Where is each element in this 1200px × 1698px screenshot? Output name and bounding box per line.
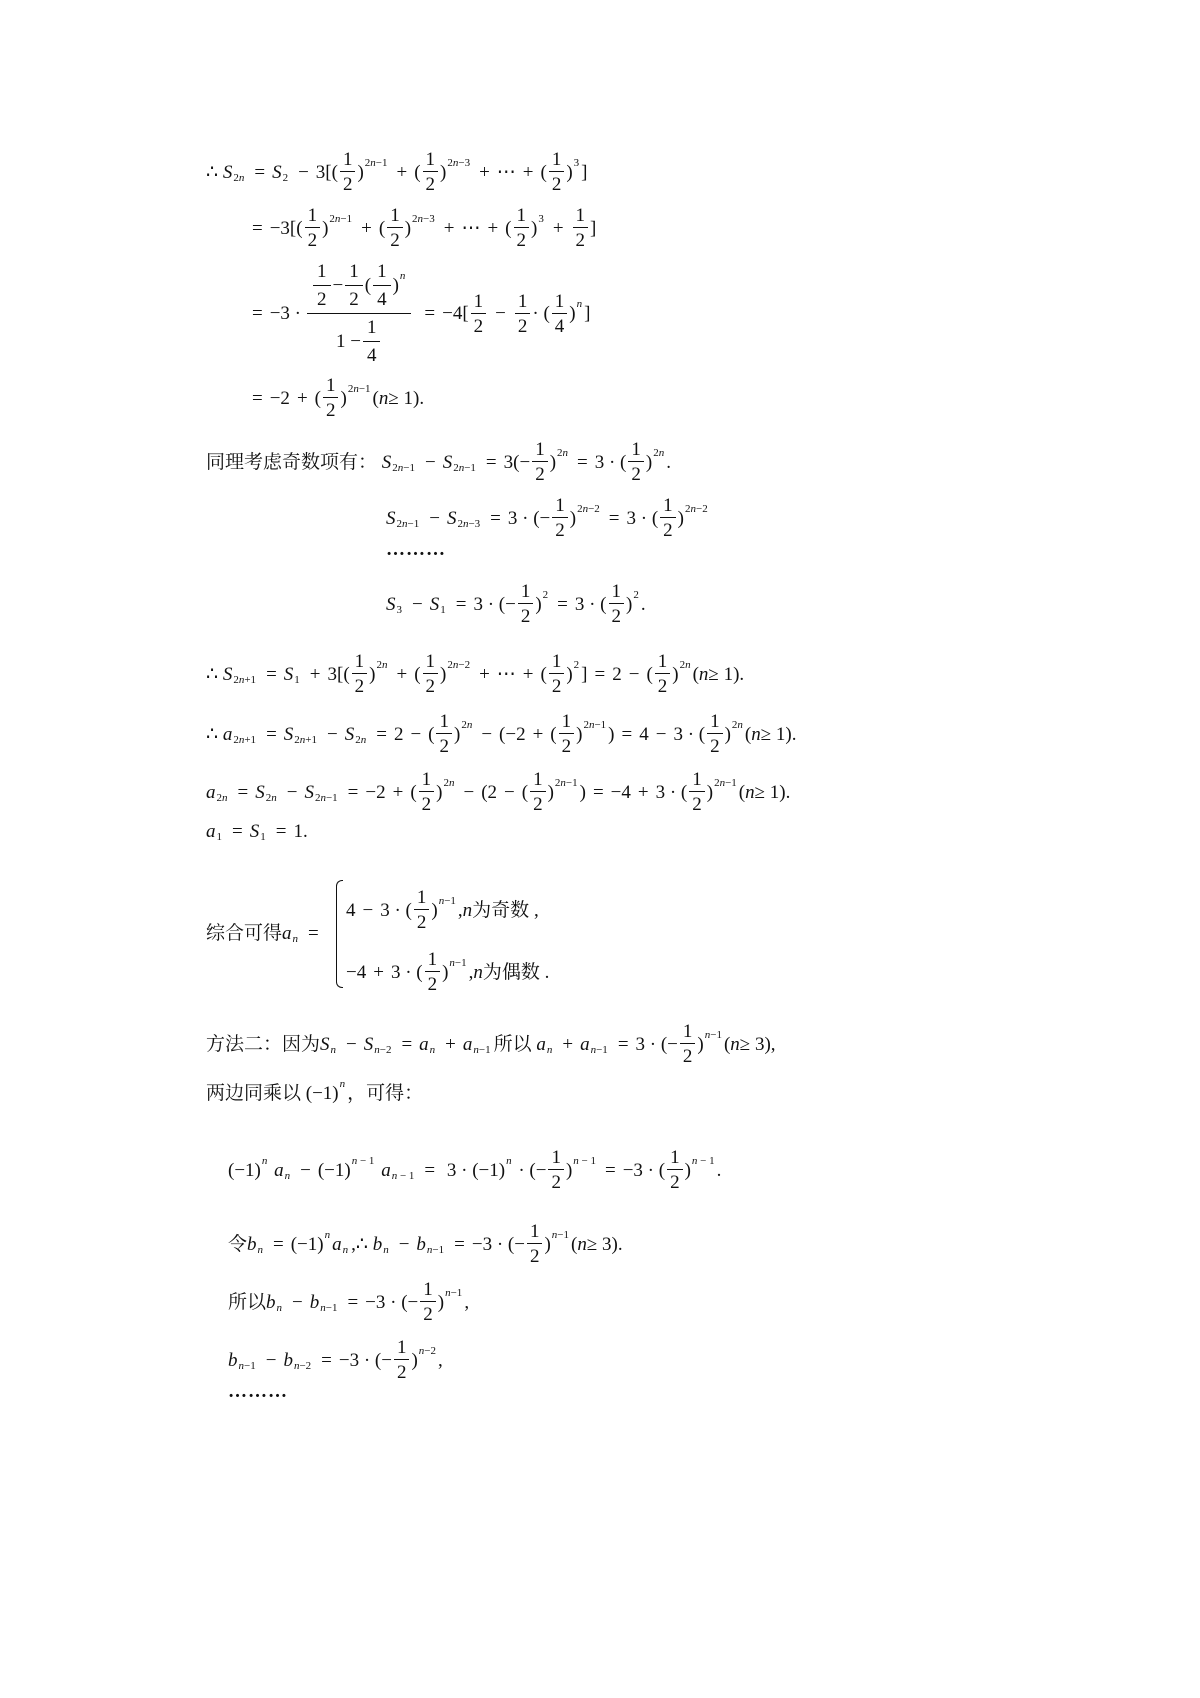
ellipsis-1: ………: [386, 539, 446, 560]
equation-s2n-line2: = −3[( $\frac{1}{2}$ ) 2n−1 + ( $\frac{1}{2}$ ) 2n−3 + ⋯ + ( $\frac{1}{2}$ ) 3 + $\frac{1}{2}$ ]: [252, 205, 597, 251]
equation-odd-line3: S 3 − S 1 = 3 · (− $\frac{1}{2}$ ) 2 = 3 · ( $\frac{1}{2}$ ) 2 .: [386, 581, 646, 627]
equation-multiplied: (−1) n a n − (−1) n − 1 a n − 1 = 3 · (−1) n · (− $\frac{1}{2}$ ) n − 1 = −3 · ( $\frac{1}{2}$ ) n − 1 .: [228, 1147, 722, 1193]
method-two-label: 方法二：因为: [206, 1032, 321, 1055]
therefore-symbol: ∴: [206, 161, 219, 183]
piecewise-brace: [336, 880, 343, 988]
let-label: 令: [228, 1232, 248, 1255]
equation-a1: a 1 = S 1 = 1.: [206, 821, 308, 843]
equation-s2n1: ∴ S 2n+1 = S 1 + 3[( $\frac{1}{2}$ ) 2n + ( $\frac{1}{2}$ ) 2n−2 + ⋯ + ( $\frac{1}{2}$ ) 2 ] = 2 − ( $\frac{1}{2}$ ) 2n ( n ≥ 1).: [206, 651, 745, 697]
equation-odd-line2: S 2n−1 − S 2n−3 = 3 · (− $\frac{1}{2}$ ) 2n−2 = 3 · ( $\frac{1}{2}$ ) 2n−2: [386, 495, 708, 541]
equation-a2n: a 2n = S 2n − S 2n−1 = −2 + ( $\frac{1}{2}$ ) 2n − (2 − ( $\frac{1}{2}$ ) 2n−1 ) = −4 + 3 · ( $\frac{1}{2}$ ) 2n−1 ( n ≥ 1).: [206, 769, 791, 815]
equation-s2n-line1: ∴ S 2n = S 2 − 3[( $\frac{1}{2}$ ) 2n−1 + ( $\frac{1}{2}$ ) 2n−3 + ⋯ + ( $\frac{1}{2}$ ) 3 ]: [206, 149, 588, 195]
equation-s2n-line3: = −3 · $\frac{1}{2}$ − $\frac{1}{2}$ ( $\frac{1}{4}$ ) n 1 − $\frac{1}{4}$ = −4[ $\frac{1}{2}$ − $\frac{1}{2}$ · ( $\frac{1}{4}$ ) n ]: [252, 261, 591, 366]
equation-let-bn: 令 b n = (−1) n a n ,∴ b n − b n−1 = −3 · (− $\frac{1}{2}$ ) n−1 ( n ≥ 3).: [228, 1221, 623, 1267]
ellipsis-2: ………: [228, 1381, 288, 1402]
equation-a2n1: ∴ a 2n+1 = S 2n+1 − S 2n = 2 − ( $\frac{1}{2}$ ) 2n − (−2 + ( $\frac{1}{2}$ ) 2n−1 ) = 4 − 3 · ( $\frac{1}{2}$ ) 2n ( n ≥ 1).: [206, 711, 797, 757]
summary-label: 综合可得: [206, 922, 283, 944]
same-reason-label: 同理考虑奇数项有：: [206, 450, 378, 473]
multiply-line: 两边同乘以 (−1) n ，可得：: [206, 1078, 424, 1104]
multiply-label: 两边同乘以: [206, 1082, 302, 1104]
summary-label-line: 综合可得 a n =: [206, 922, 319, 945]
piecewise-odd: 4 − 3 · ( $\frac{1}{2}$ ) n−1 , n 为奇数 ,: [346, 887, 539, 933]
equation-s2n-line4: = −2 + ( $\frac{1}{2}$ ) 2n−1 ( n ≥ 1).: [252, 375, 425, 421]
equation-odd-line1: 同理考虑奇数项有： S 2n−1 − S 2n−1 = 3(− $\frac{1}{2}$ ) 2n = 3 · ( $\frac{1}{2}$ ) 2n .: [206, 439, 671, 485]
equation-bn-diff1: 所以 b n − b n−1 = −3 · (− $\frac{1}{2}$ ) n−1 ,: [228, 1279, 470, 1325]
method-two-line: 方法二：因为 S n − S n−2 = a n + a n−1 所以 a n + a n−1 = 3 · (− $\frac{1}{2}$ ) n−1 ( n ≥ 3),: [206, 1021, 776, 1067]
so-label: 所以: [493, 1032, 532, 1055]
piecewise-even: −4 + 3 · ( $\frac{1}{2}$ ) n−1 , n 为偶数 .: [346, 949, 550, 995]
multiply-tail: ，可得：: [347, 1082, 424, 1104]
so-label-2: 所以: [228, 1290, 267, 1313]
equation-bn-diff2: b n−1 − b n−2 = −3 · (− $\frac{1}{2}$ ) n−2 ,: [228, 1337, 443, 1383]
